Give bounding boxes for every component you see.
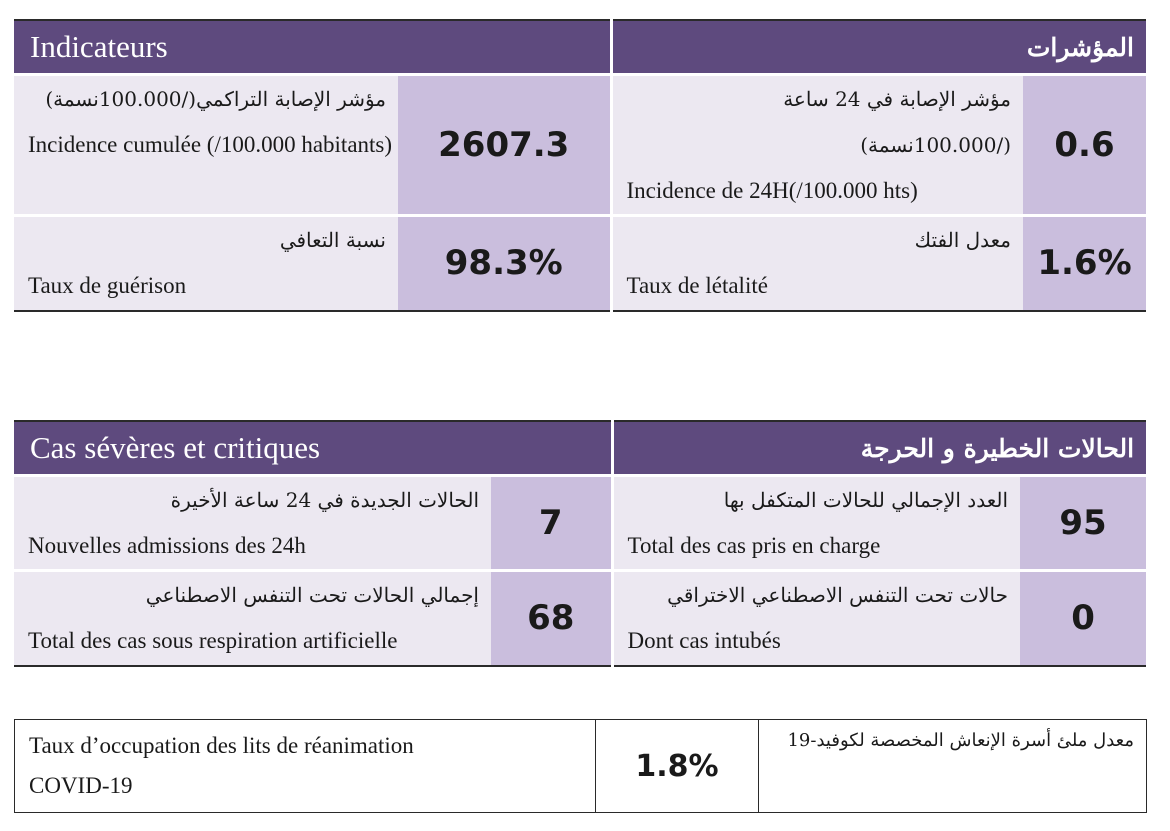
icu-occupancy-label xyxy=(15,720,596,813)
cumulative-incidence-label-fr: Incidence cumulée (/100.000 habitants) xyxy=(28,132,393,157)
total-cases-label xyxy=(612,476,1020,571)
incidence-24h-label xyxy=(611,75,1023,216)
icu-occupancy-table xyxy=(14,719,1147,813)
recovery-rate-label xyxy=(14,216,398,311)
lethality-rate-label-ar: معدل الفتك xyxy=(914,228,1011,252)
recovery-rate-label-fr: Taux de guérison xyxy=(28,273,187,298)
severe-cases-table xyxy=(14,420,1146,667)
new-admissions-label xyxy=(14,476,491,571)
recovery-rate-value: 98.3% xyxy=(398,216,611,311)
intubated-label xyxy=(612,571,1020,666)
cumulative-incidence-value: 2607.3 xyxy=(398,75,611,216)
indicators-title-ar: المؤشرات xyxy=(611,20,1146,75)
indicators-table xyxy=(14,19,1146,312)
lethality-rate-value: 1.6% xyxy=(1023,216,1146,311)
artificial-respiration-label-fr: Total des cas sous respiration artificielle xyxy=(28,628,398,653)
severe-cases-title-ar: الحالات الخطيرة و الحرجة xyxy=(612,421,1146,476)
total-cases-value: 95 xyxy=(1020,476,1146,571)
new-admissions-label-ar: الحالات الجديدة في 24 ساعة الأخيرة xyxy=(170,488,479,512)
intubated-label-fr: Dont cas intubés xyxy=(627,628,781,653)
cumulative-incidence-label xyxy=(14,75,398,216)
recovery-rate-label-ar: نسبة التعافي xyxy=(279,228,386,252)
incidence-24h-label-ar-1: مؤشر الإصابة في 24 ساعة xyxy=(783,87,1011,111)
cumulative-incidence-label-ar: مؤشر الإصابة التراكمي(/100.000نسمة) xyxy=(45,87,386,111)
new-admissions-value: 7 xyxy=(491,476,612,571)
artificial-respiration-label-ar: إجمالي الحالات تحت التنفس الاصطناعي xyxy=(145,583,479,607)
total-cases-label-ar: العدد الإجمالي للحالات المتكفل بها xyxy=(723,488,1009,512)
severe-cases-title-fr: Cas sévères et critiques xyxy=(14,421,612,476)
artificial-respiration-label xyxy=(14,571,491,666)
icu-occupancy-label-fr-1: Taux d’occupation des lits de réanimation xyxy=(29,733,414,758)
icu-occupancy-value: 1.8% xyxy=(596,720,759,813)
total-cases-label-fr: Total des cas pris en charge xyxy=(627,533,881,558)
lethality-rate-label-fr: Taux de létalité xyxy=(626,273,768,298)
icu-occupancy-label-fr-2: COVID-19 xyxy=(29,773,133,798)
indicators-title-fr: Indicateurs xyxy=(14,20,611,75)
incidence-24h-value: 0.6 xyxy=(1023,75,1146,216)
lethality-rate-label xyxy=(611,216,1023,311)
icu-occupancy-label-ar: معدل ملئ أسرة الإنعاش المخصصة لكوفيد-19 xyxy=(759,720,1147,813)
incidence-24h-label-ar-2: (/100.000نسمة) xyxy=(860,133,1011,157)
intubated-label-ar: حالات تحت التنفس الاصطناعي الاختراقي xyxy=(667,583,1009,607)
intubated-value: 0 xyxy=(1020,571,1146,666)
artificial-respiration-value: 68 xyxy=(491,571,612,666)
new-admissions-label-fr: Nouvelles admissions des 24h xyxy=(28,533,306,558)
incidence-24h-label-fr: Incidence de 24H(/100.000 hts) xyxy=(626,178,918,203)
